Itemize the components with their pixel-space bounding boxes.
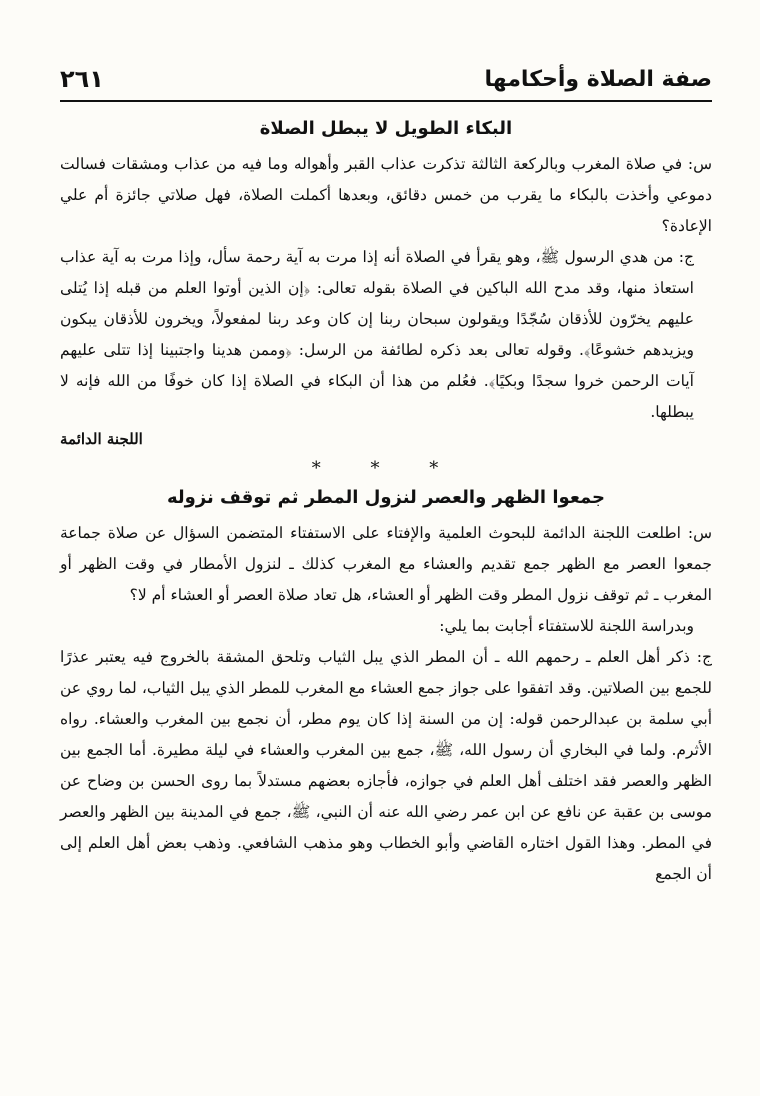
section-heading: جمعوا الظهر والعصر لنزول المطر ثم توقف نزوله	[166, 487, 606, 508]
answer-paragraph: ج: ذكر أهل العلم ـ رحمهم الله ـ أن المطر الذي يبل الثياب وتلحق المشقة بالخروج فيه يعتبر عذرًا للجمع بين الصلاتين. وقد اتفقوا على جواز جمع العشاء مع المغرب للمطر الذي يبل الثياب، لما روي عن أبي سلمة بن عبدالرحمن قوله: إن من السنة إذا كان يوم مطر، أن نجمع بين المغرب والعشاء. رواه الأثرم. ولما في البخاري أن رسول الله، ﷺ، جمع بين المغرب والعشاء في ليلة مطيرة. أما الجمع بين الظهر والعصر فقد اختلف أهل العلم في جوازه، فأجازه بعضهم مستدلاً بما روى الحسن بن وضاح عن موسى بن عقبة عن نافع عن ابن عمر رضي الله عنه أن النبي، ﷺ، جمع في المدينة بين الظهر والعصر في المطر. وهذا القول اختاره القاضي وأبو الخطاب وهو مذهب الشافعي. وذهب بعض أهل العلم إلى أن الجمع	[60, 648, 712, 883]
intro-paragraph: وبدراسة اللجنة للاستفتاء أجابت بما يلي:	[439, 617, 694, 635]
separator-stars: * * *	[311, 458, 461, 479]
question-paragraph: س: اطلعت اللجنة الدائمة للبحوث العلمية والإفتاء على الاستفتاء المتضمن السؤال عن صلاة جماعة جمعوا العصر مع الظهر جمع تقديم والعشاء مع المغرب كذلك ـ لنزول الأمطار في وقت الظهر أو المغرب ـ ثم توقف نزول المطر وقت الظهر أو العشاء، هل تعاد صلاة العصر أو العشاء أم لا؟	[60, 524, 712, 604]
signature: اللجنة الدائمة	[60, 430, 143, 448]
answer-paragraph: ج: من هدي الرسول ﷺ، وهو يقرأ في الصلاة أنه إذا مرت به آية رحمة سأل، وإذا مرت به آية عذاب استعاذ منها، وقد مدح الله الباكين في الصلاة بقوله تعالى: ﴿إن الذين أوتوا العلم من قبله إذا يُتلى عليهم يخرّون للأذقان سُجّدًا ويقولون سبحان ربنا إن كان وعد ربنا لمفعولاً، ويخرون للأذقان يبكون ويزيدهم خشوعًا﴾. وقوله تعالى بعد ذكره لطائفة من الرسل: ﴿وممن هدينا واجتبينا إذا تتلى عليهم آيات الرحمن خروا سجدًا وبكيًا﴾. فعُلم من هذا أن البكاء في الصلاة إذا كان خوفًا من الله فإنه لا يبطلها.	[60, 248, 694, 421]
page-content	[60, 110, 712, 890]
section-heading: البكاء الطويل لا يبطل الصلاة	[259, 118, 513, 139]
book-title: صفة الصلاة وأحكامها	[484, 66, 712, 92]
question-paragraph: س: في صلاة المغرب وبالركعة الثالثة تذكرت عذاب القبر وأهواله وما فيه من عذاب ومشقات فسالت دموعي وأخذت بالبكاء ما يقرب من خمس دقائق، وبعدها أكملت الصلاة، فهل صلاتي جائزة أم علي الإعادة؟	[60, 155, 712, 235]
running-header	[60, 58, 712, 102]
page-number: ٢٦١	[60, 65, 104, 93]
